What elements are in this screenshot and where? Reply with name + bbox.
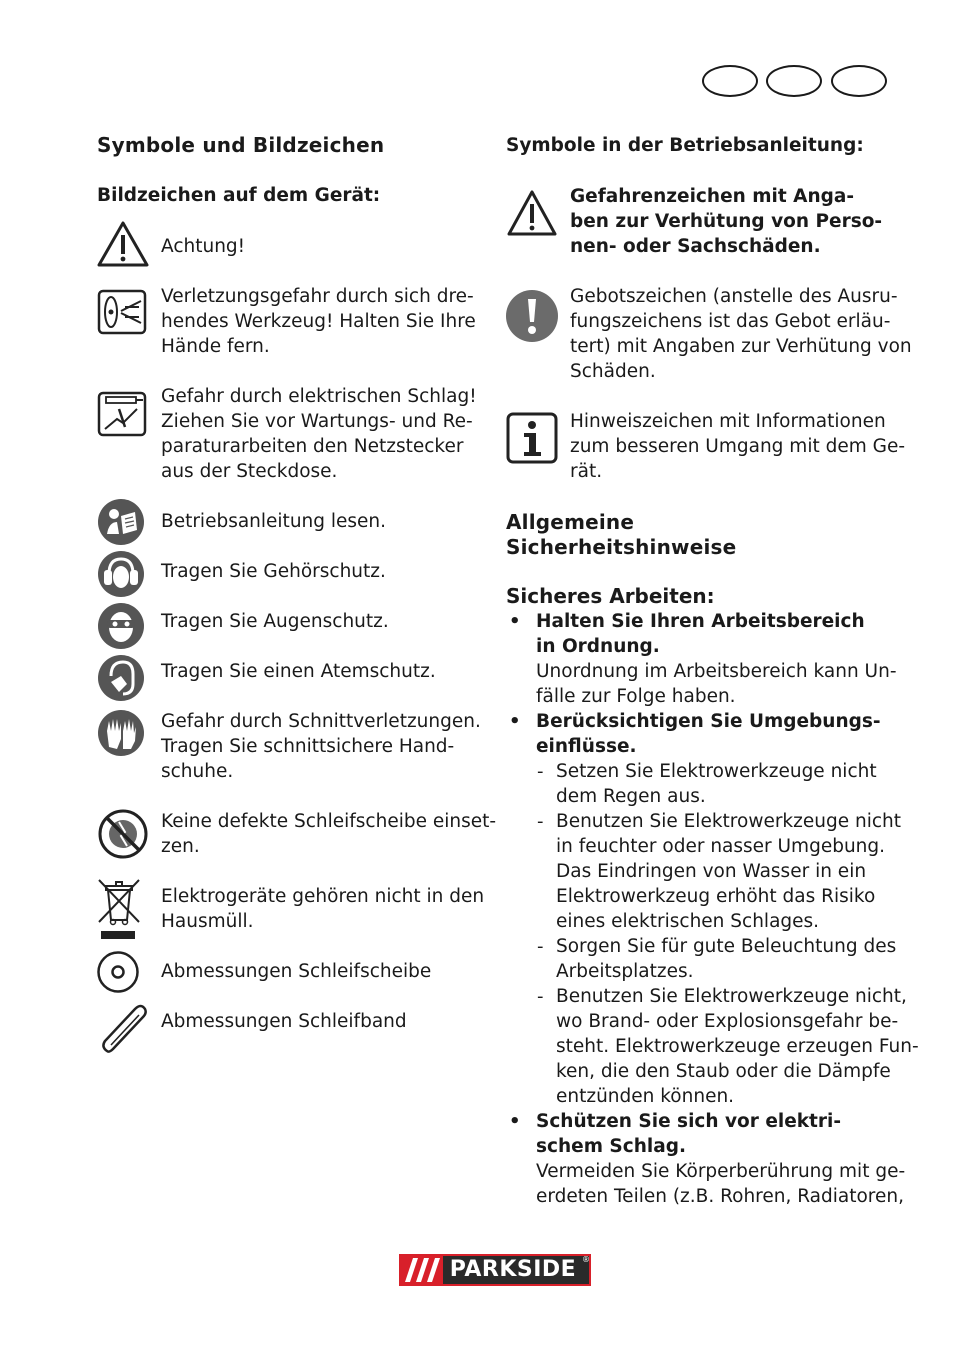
section-title-general-safety: Allgemeine Sicherheitshinweise [506, 510, 737, 559]
symbol-text-7: Gefahr durch Schnittverletzungen. Tragen Sie schnittsichere Hand- schuhe. [161, 711, 481, 782]
subtitle-device-symbols: Bildzeichen auf dem Gerät: [97, 185, 381, 206]
language-oval-2 [766, 65, 822, 97]
subtitle-safe-work: Sicheres Arbeiten: [506, 584, 715, 608]
bullet-marker: • [509, 611, 521, 632]
section-title-symbols: Symbole und Bildzeichen [97, 133, 385, 157]
electric-shock-unplug-icon [97, 391, 147, 437]
warning-triangle-icon [506, 189, 558, 237]
logo-registered-mark: ® [582, 1255, 590, 1264]
respirator-icon [97, 654, 145, 702]
dash-item-3: Benutzen Sie Elektrowerkzeuge nicht, wo Brand- oder Explosionsgefahr be- steht. Elektrowerkzeuge erzeugen Fun- ken, die den Staub oder die Dämpfe entzünden können. [556, 986, 919, 1107]
bullet-marker: • [509, 1111, 521, 1132]
eye-protection-icon [97, 602, 145, 650]
bullet-marker: • [509, 711, 521, 732]
info-sign-icon [506, 412, 558, 464]
bullet-head-1: Berücksichtigen Sie Umgebungs- einflüsse. [536, 711, 881, 757]
manual-symbol-text-0: Gefahrenzeichen mit Anga- ben zur Verhütung von Perso- nen- oder Sachschäden. [570, 186, 883, 257]
sanding-belt-icon [99, 1003, 149, 1055]
bullet-body-2: Vermeiden Sie Körperberührung mit ge- erdeten Teilen (z.B. Rohren, Radiatoren, [536, 1161, 906, 1207]
dash-item-0: Setzen Sie Elektrowerkzeuge nicht dem Regen aus. [556, 761, 877, 807]
manual-symbol-text-1: Gebotszeichen (anstelle des Ausru- fungszeichens ist das Gebot erläu- tert) mit Angaben zur Verhütung von Schäden. [570, 286, 912, 382]
warning-triangle-icon [96, 220, 150, 268]
weee-bin-icon [96, 876, 142, 940]
symbol-text-1: Verletzungsgefahr durch sich dre- hendes Werkzeug! Halten Sie Ihre Hände fern. [161, 286, 476, 357]
subtitle-manual-symbols: Symbole in der Betriebsanleitung: [506, 135, 864, 156]
symbol-text-4: Tragen Sie Gehörschutz. [161, 561, 386, 582]
symbol-text-8: Keine defekte Schleifscheibe einset- zen. [161, 811, 497, 857]
symbol-text-9: Elektrogeräte gehören nicht in den Hausmüll. [161, 886, 485, 932]
mandatory-sign-icon [505, 289, 559, 343]
manual-symbol-text-2: Hinweiszeichen mit Informationen zum besseren Umgang mit dem Ge- rät. [570, 411, 906, 482]
language-oval-3 [831, 65, 887, 97]
symbol-text-10: Abmessungen Schleifscheibe [161, 961, 432, 982]
ear-protection-icon [97, 550, 145, 598]
parkside-logo [399, 1254, 591, 1286]
dash-marker: - [537, 986, 544, 1007]
language-oval-1 [702, 65, 758, 97]
dash-marker: - [537, 811, 544, 832]
read-manual-icon [97, 498, 145, 546]
bullet-head-2: Schützen Sie sich vor elektri- schem Schlag. [536, 1111, 842, 1157]
rotating-tool-hazard-icon [97, 289, 147, 335]
bullet-body-0: Unordnung im Arbeitsbereich kann Un- fälle zur Folge haben. [536, 661, 897, 707]
symbol-text-3: Betriebsanleitung lesen. [161, 511, 387, 532]
symbol-text-5: Tragen Sie Augenschutz. [161, 611, 389, 632]
dash-item-1: Benutzen Sie Elektrowerkzeuge nicht in feuchter oder nasser Umgebung. Das Eindringen von Wasser in ein Elektrowerkzeug erhöht das Risiko eines elektrischen Schlages. [556, 811, 901, 932]
grinding-disc-icon [96, 950, 140, 994]
logo-text: PARKSIDE [449, 1257, 577, 1282]
cut-resistant-gloves-icon [97, 709, 145, 757]
no-defective-disc-icon [97, 808, 149, 860]
bullet-head-0: Halten Sie Ihren Arbeitsbereich in Ordnung. [536, 611, 865, 657]
symbol-text-2: Gefahr durch elektrischen Schlag! Ziehen Sie vor Wartungs- und Re- paraturarbeiten den Netzstecker aus der Steckdose. [161, 386, 477, 482]
symbol-text-0: Achtung! [161, 236, 246, 257]
dash-marker: - [537, 761, 544, 782]
dash-marker: - [537, 936, 544, 957]
symbol-text-11: Abmessungen Schleifband [161, 1011, 407, 1032]
symbol-text-6: Tragen Sie einen Atemschutz. [161, 661, 436, 682]
dash-item-2: Sorgen Sie für gute Beleuchtung des Arbeitsplatzes. [556, 936, 897, 982]
